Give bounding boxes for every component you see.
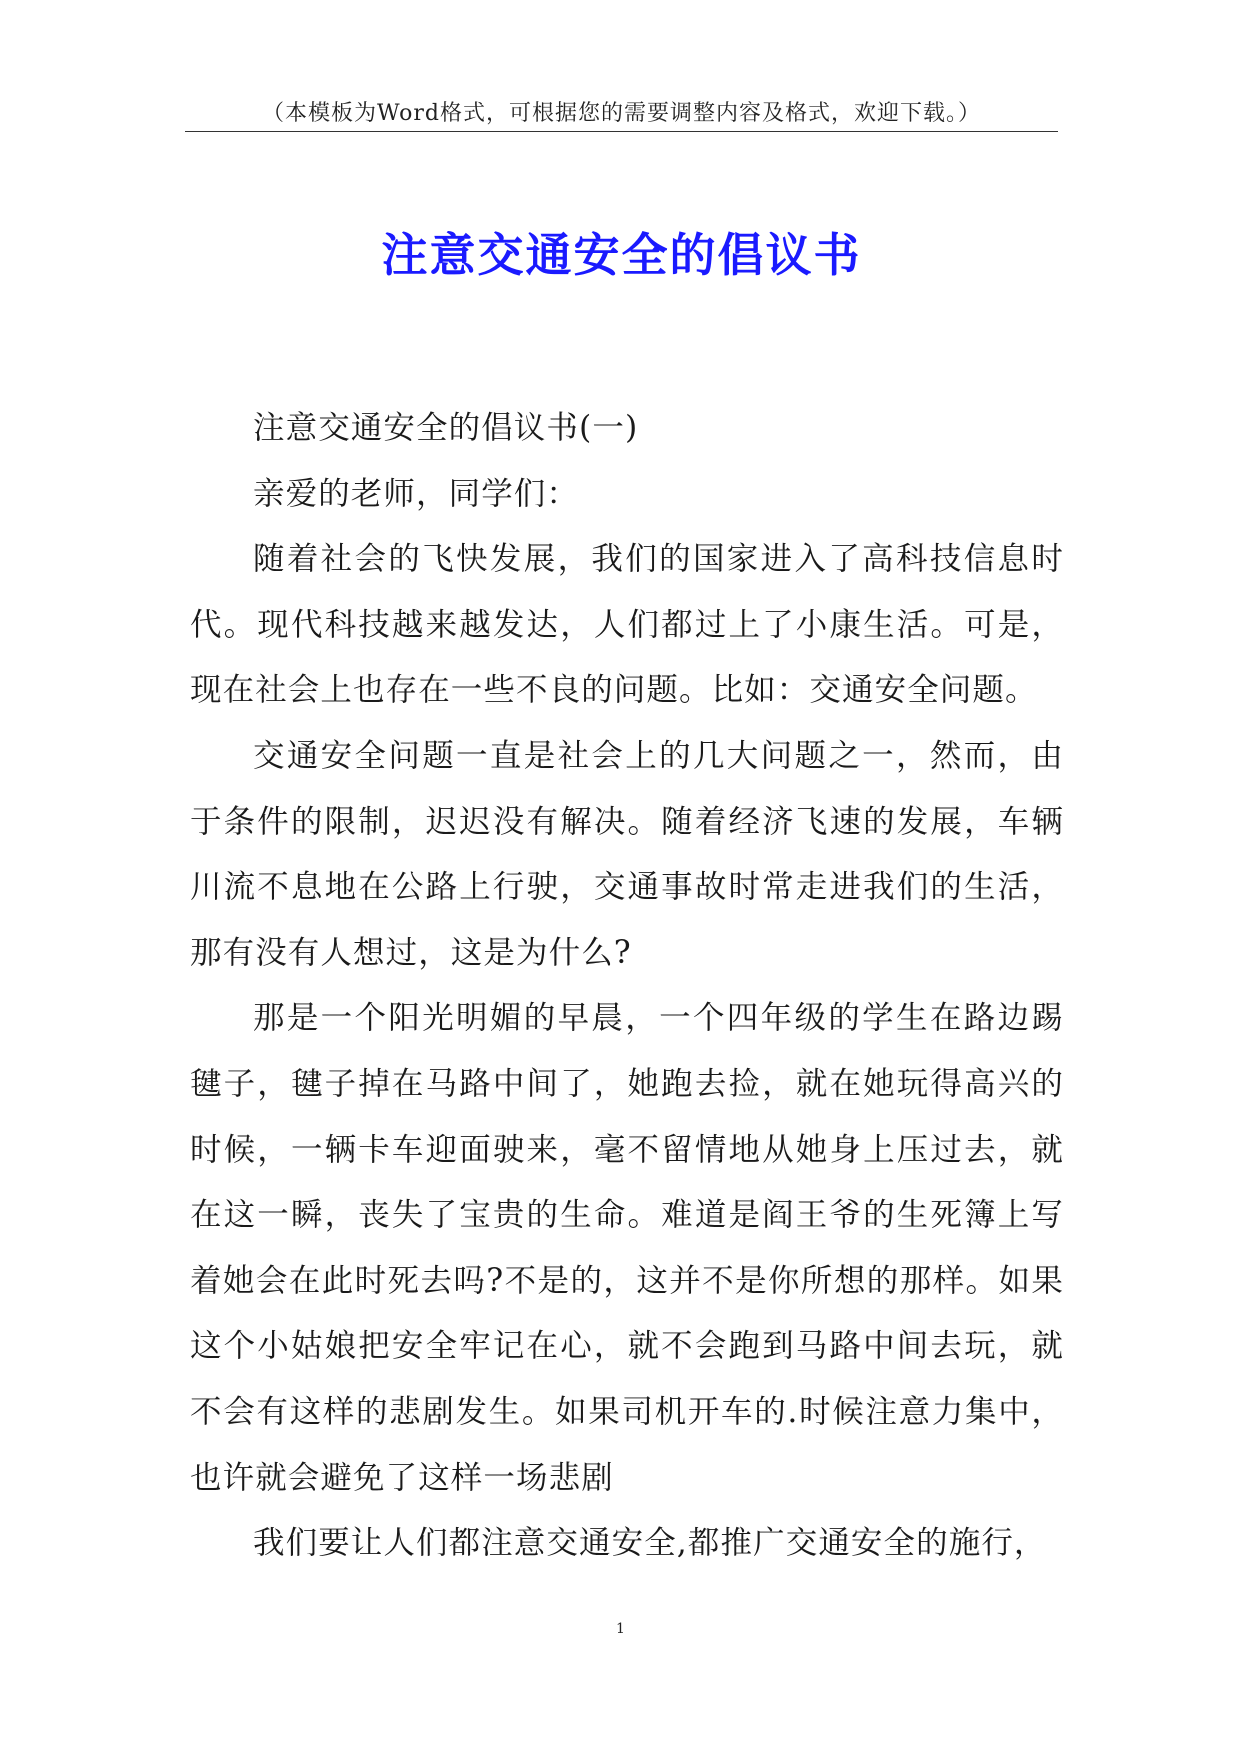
header-note: （本模板为Word格式，可根据您的需要调整内容及格式，欢迎下载。） [262,101,981,126]
document-body [190,396,1064,1577]
body-paragraph: 随着社会的飞快发展，我们的国家进入了高科技信息时代。现代科技越来越发达，人们都过上了小康生活。可是，现在社会上也存在一些不良的问题。比如：交通安全问题。 [190,541,1064,709]
body-paragraph: 那是一个阳光明媚的早晨，一个四年级的学生在路边踢毽子，毽子掉在马路中间了，她跑去捡，就在她玩得高兴的时候，一辆卡车迎面驶来，毫不留情地从她身上压过去，就在这一瞬，丧失了宝贵的生命。难道是阎王爷的生死簿上写着她会在此时死去吗?不是的，这并不是你所想的那样。如果这个小姑娘把安全牢记在心，就不会跑到马路中间去玩，就不会有这样的悲剧发生。如果司机开车的.时候注意力集中，也许就会避免了这样一场悲剧 [190,1000,1064,1496]
salutation-paragraph: 亲爱的老师，同学们： [253,475,580,512]
header-divider [185,131,1058,132]
page-number: 1 [616,1621,625,1637]
subtitle-paragraph: 注意交通安全的倡议书(一) [253,410,639,446]
document-title: 注意交通安全的倡议书 [381,228,862,282]
body-paragraph: 交通安全问题一直是社会上的几大问题之一，然而，由于条件的限制，迟迟没有解决。随着经济飞速的发展，车辆川流不息地在公路上行驶，交通事故时常走进我们的生活，那有没有人想过，这是为什么? [190,737,1064,971]
body-paragraph: 我们要让人们都注意交通安全,都推广交通安全的施行， [253,1525,1047,1562]
